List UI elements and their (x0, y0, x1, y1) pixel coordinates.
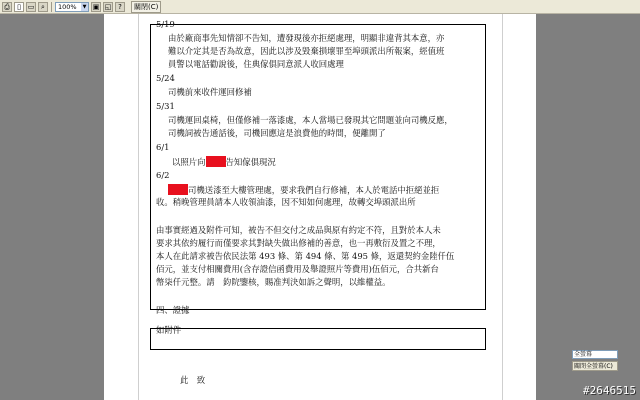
line-text: 5/24 (156, 73, 175, 83)
line-text: 司機前來收件運回修補 (168, 87, 252, 97)
line-text: 幣柒仟元整。請 鈞院鑒核，賜准判決如訴之聲明，以維權益。 (156, 277, 391, 287)
document-line (156, 156, 502, 169)
document-line (156, 46, 498, 58)
document-line (156, 305, 486, 317)
chevron-down-icon: ▼ (82, 3, 87, 10)
document-page (104, 14, 536, 400)
document-line (156, 128, 498, 140)
document-line (156, 33, 498, 45)
document-line (156, 87, 498, 99)
full-screen-panel (572, 350, 618, 374)
document-line (156, 184, 498, 197)
toolbar-separator (51, 2, 52, 12)
document-line (156, 251, 486, 263)
line-text: 四、證據 (156, 305, 190, 315)
line-text: 員警以電話勸說後，住典傢俱同意派人收回處理 (168, 59, 344, 69)
document-line (156, 264, 486, 276)
document-line (156, 59, 498, 71)
help-icon[interactable]: ? (115, 2, 125, 12)
document-line (156, 101, 486, 113)
shrink-icon[interactable]: ◱ (104, 2, 112, 11)
line-text: 司機運回桌椅，但僅修補一落漆處，本人當場已發現其它問題並向司機反應， (168, 115, 453, 125)
document-line (156, 142, 486, 154)
single-page-icon[interactable]: ▯ (14, 2, 24, 12)
document-line (156, 238, 486, 250)
line-text: 司機詞被告通話後，司機回應這是浪費他的時間，便離開了 (168, 128, 386, 138)
document-line (156, 375, 510, 387)
line-text: 本人在此請求被告依民法第 493 條、第 494 條、第 495 條，返還契約金陸仟伍 (156, 251, 455, 261)
full-screen-select[interactable]: 全螢幕 (572, 350, 618, 359)
watermark: #2646515 (583, 384, 636, 397)
document-line (156, 170, 486, 182)
line-text-rest: 告知傢俱現況 (225, 157, 276, 167)
print-icon[interactable]: ⎙ (2, 2, 12, 12)
line-text: 以照片向 (172, 157, 206, 167)
document-line (156, 225, 486, 237)
full-screen-icon[interactable]: ▣ (92, 2, 100, 11)
margin-line-right (502, 14, 503, 400)
line-text: 此 致 (180, 375, 206, 385)
redaction-block (206, 156, 226, 167)
line-text: 由於廠商事先知情卻不告知，遭發現後亦拒絕處理，明顯非違背其本意，亦 (168, 33, 445, 43)
redaction-block (168, 184, 188, 195)
document-line (156, 19, 486, 31)
line-text: 由事實經過及附件可知，被告不但交付之成品與原有約定不符，且對於本人未 (156, 225, 441, 235)
line-text: 收。稍晚管理員請本人收領油漆，因不知如何處理，故轉交埠頭派出所 (156, 197, 416, 207)
line-text: 5/19 (156, 19, 175, 29)
line-text: 難以介定其是否為故意，因此以涉及毀棄損壞罪至埠頭派出所報案，經值班 (168, 46, 445, 56)
multi-page-icon[interactable]: ▭ (27, 2, 35, 11)
line-text: 要求其依約履行而僅要求其對缺失做出修補的善意，也一再敷衍及置之不理， (156, 238, 441, 248)
close-preview-button[interactable]: 關閉(C) (131, 1, 161, 13)
document-line (156, 325, 486, 337)
document-line (156, 115, 498, 127)
document-line (156, 197, 486, 209)
line-text-rest: 司機送漆至大樓管理處，要求我們自行修補，本人於電話中拒絕並拒 (188, 185, 440, 195)
line-text: 佰元，並支付相關費用(含存證信函費用及舉證照片等費用)伍佰元，合共新台 (156, 264, 439, 274)
print-preview-toolbar (0, 0, 640, 14)
line-text: 6/1 (156, 142, 170, 152)
margin-line-left (138, 14, 139, 400)
zoom-value: 100% (58, 2, 77, 11)
line-text: 如附件 (156, 325, 182, 335)
line-text: 6/2 (156, 170, 170, 180)
document-line (156, 277, 486, 289)
line-text: 5/31 (156, 101, 175, 111)
zoom-icon[interactable]: ⌕ (38, 2, 48, 12)
close-full-screen-button[interactable]: 關閉全螢幕(C) (572, 361, 618, 371)
document-line (156, 73, 486, 85)
zoom-select[interactable] (55, 2, 89, 12)
